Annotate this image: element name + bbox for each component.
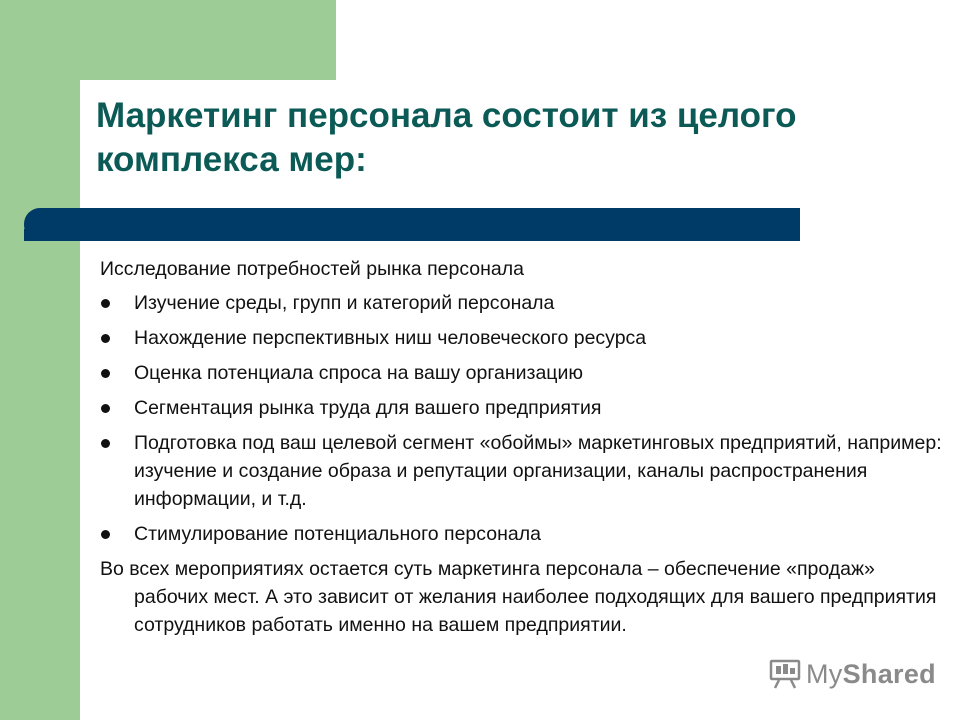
slide-body — [100, 255, 945, 639]
list-item — [100, 324, 945, 352]
closing-paragraph: Во всех мероприятиях остается суть маркетинга персонала – обеспечение «продаж» рабочих мест. А это зависит от желания наиболее подходящих для вашего предприятия сотрудников работать именно на вашем предприятии. — [100, 558, 937, 636]
list-item — [100, 429, 945, 513]
list-item-text: Нахождение перспективных ниш человеческого ресурса — [134, 327, 647, 349]
title-underline-bar — [24, 208, 800, 241]
lead-paragraph: Исследование потребностей рынка персонала — [100, 258, 524, 280]
bullet-icon — [101, 404, 110, 413]
watermark-text: MyShared — [806, 658, 936, 689]
list-item-text: Подготовка под ваш целевой сегмент «обоймы» маркетинговых предприятий, например: изучение и создание образа и репутации организации, каналы распространения информации, и т.д. — [134, 432, 942, 510]
bullet-icon — [101, 369, 110, 378]
bullet-icon — [101, 299, 110, 308]
list-item — [100, 289, 945, 317]
list-item-text: Изучение среды, групп и категорий персонала — [134, 292, 555, 314]
bullet-icon — [101, 334, 110, 343]
list-item — [100, 359, 945, 387]
list-item — [100, 394, 945, 422]
presentation-board-icon — [768, 659, 802, 689]
list-item-text: Стимулирование потенциального персонала — [134, 523, 541, 545]
list-item-text: Оценка потенциала спроса на вашу организацию — [134, 362, 583, 384]
slide-title: Маркетинг персонала состоит из целого комплекса мер: — [96, 96, 797, 179]
title-underline-notch — [24, 229, 66, 241]
bullet-icon — [101, 439, 110, 448]
list-item — [100, 520, 945, 548]
bullet-icon — [101, 530, 110, 539]
list-item-text: Сегментация рынка труда для вашего предприятия — [134, 397, 602, 419]
bullet-list — [100, 289, 945, 548]
myshared-watermark — [768, 656, 936, 692]
